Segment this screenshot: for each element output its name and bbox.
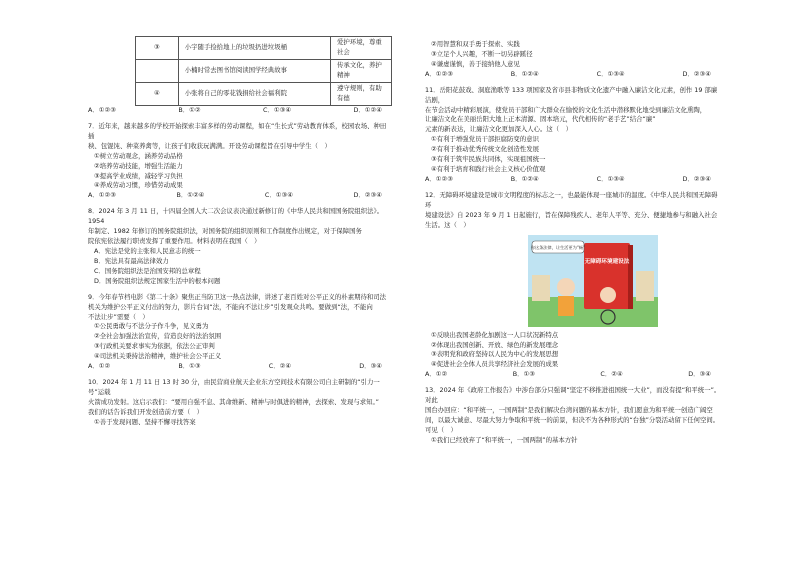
answer-option[interactable]: D．①②④ [353,106,382,114]
question-stem [425,86,721,136]
answer-options-row [425,370,721,380]
answer-options-row [88,362,392,372]
answer-statement: D．国务院组织法规定国家生活中的根本问题 [94,276,221,285]
answer-option[interactable]: A．①②③ [88,106,116,114]
answer-statement: ④谦虚谨慎，善于接纳他人意见 [431,59,520,68]
answer-statement: ①善于发现问题、坚持不懈寻找答案 [94,417,196,426]
table-row [136,37,392,60]
illustration-barrier-free-law [528,235,658,327]
question-stem [425,386,721,436]
answer-statement: ①反映出我国老龄化加剧这一人口状况新特点 [431,330,559,339]
question-stem [88,378,392,418]
activity-table [135,36,392,106]
question-line: 13．2024 年《政府工作报告》中涉台部分只强调“坚定不移推进祖国统一大业”，而没有提“和平统一”。对此 [425,386,721,405]
question-line: 院依宪依法履行职责发挥了重要作用。材料表明在我国（ ） [88,237,261,246]
answer-statement: B．宪法具有最高法律效力 [94,256,169,265]
answer-option[interactable]: D．②③④ [682,174,711,183]
question-line: 国台办回应：“和平统一，一国两制”是我们解决台湾问题的基本方针，我们愿意为和平统一创造广阔空 [425,406,713,415]
right-questions [425,40,721,446]
answer-statement: ②有利于推动优秀传统文化创造性发展 [431,145,539,154]
table-row [136,60,392,83]
question-line: 元素的新表达，让廉洁文化更加深入人心。这（ ） [425,125,572,134]
question-line: 间，以最大诚意、尽最大努力争取和平统一的前景，但决不为各种形式的“台独”分裂活动留下任何空间。可见（ ） [425,415,720,434]
answer-statement: ①有利于增强党员干部拒腐防变的意识 [431,135,539,144]
answer-statement: ③有利于筑牢民族共同体，实现祖国统一 [431,155,546,164]
answer-option[interactable]: B．①③ [512,370,535,379]
question-line: 境建设法》自 2023 年 9 月 1 日起施行，旨在保障残疾人、老年人平等、充分、便捷地参与和融入社会 [425,210,718,219]
answer-options-row [425,70,721,80]
answer-statement: ④司法机关秉持法治精神，维护社会公平正义 [94,352,222,361]
table-cell-num: ④ [136,83,179,106]
answer-statement: ④促进社会全体人员共享经济社会发展的成果 [431,360,559,369]
answer-option[interactable]: A．①② [425,370,448,379]
answer-option[interactable]: B．①②④ [176,191,205,200]
answer-statement: ①公民勇敢与不法分子作斗争，见义勇为 [94,322,209,331]
left-column [88,0,392,428]
question-line: 7．近年来，越来越多的学校开始探索丰富多样的劳动课程，如在“生长式”劳动教育体系，校园农场、种田插 [88,121,387,140]
table-cell-desc: 小楠时常去图书馆阅读国学经典故事 [178,60,330,83]
book-title-text: 无障碍环境建设法 [584,258,630,265]
answer-statement: ③表明党和政府坚持以人民为中心的发展思想 [431,350,559,359]
question-line: 年制定、1982 年修订的国务院组织法，对国务院的组织原则和工作制度作出规定，对于保障国务 [88,227,362,236]
answer-statement: ②体现出我国创新、开放、绿色的新发展理念 [431,340,559,349]
answer-statement: ②培养劳动技能，增强生活能力 [94,161,183,170]
question-line: 让廉洁文化在美丽岳阳大地上正本清源、固本培元，代代相传的“老手艺”结合“廉” [425,115,656,124]
answer-option[interactable]: D．②③④ [682,69,711,78]
answer-option[interactable]: D．②③④ [353,191,382,200]
answer-option[interactable]: B．①②④ [510,174,539,183]
question-line: 9．今年春节档电影《第二十条》聚焦正当防卫这一热点法律，讲述了老百姓对公平正义的朴素期待和司法 [88,292,387,301]
question-line: 不法让步”需要（ ） [88,312,149,321]
answer-option[interactable]: B．①② [178,106,201,114]
question-stem [88,122,392,152]
answer-option[interactable]: A．①② [88,362,111,371]
question-stem [425,191,721,231]
table-cell-result: 传承文化，养护精神 [331,60,392,83]
table-cell-result: 遵守规则，有助有德 [331,83,392,106]
question-line: 8．2024 年 3 月 11 日，十四届全国人大二次会议表决通过新修订的《中华人民共和国国务院组织法》。1954 [88,207,384,226]
question-stem [88,293,392,323]
answer-option[interactable]: D．③④ [359,362,382,371]
answer-options-row [425,175,721,185]
answer-statement: ①树立劳动观念，涵养劳动品格 [94,151,183,160]
answer-option[interactable]: C．①③④ [264,191,293,200]
answer-statement: ③行政机关要求事实为依据，依法公正审判 [94,342,215,351]
answer-statement: ③立足个人兴趣，不断一切另辟蹊径 [431,49,533,58]
answer-statement: ③提高学业成绩，减轻学习负担 [94,171,183,180]
question-line: 火箭成功发射。这启示我们：“要用自强不息、其命维新、精神与时俱进的精神，去探索、发现与求知。” [88,397,379,406]
left-questions [88,106,392,428]
answer-statement: ④有利于培育和践行社会主义核心价值观 [431,165,546,174]
question-line: 秧、包馄饨、种菜养禽等，让孩子们收获玩满满。开设劳动课程旨在引导中学生（ ） [88,141,331,150]
answer-statement: ②全社会加强法治宣传，营造良好的法治氛围 [94,332,222,341]
table-cell-num: ③ [136,37,179,60]
answer-statement: ①我们已经放弃了“和平统一，一国两制”的基本方针 [431,435,578,444]
answer-option[interactable]: A．①②③ [88,191,116,200]
table-row [136,83,392,106]
question-line: 生活。这（ ） [425,220,470,229]
table-cell-desc: 小张将自己的零花钱捐给社会福利院 [178,83,330,106]
answer-option[interactable]: A．①②③ [425,69,453,78]
question-line: 我们的话告诉我们开发创造前方要（ ） [88,407,204,416]
question-line: 在节会活动中精彩展演，使党员干部和广大群众在愉悦的文化生活中潜移默化地受到廉洁文化熏陶， [425,105,707,114]
right-column [425,40,721,446]
answer-statement: C．国务院组织法是治国安邦的总章程 [94,266,201,275]
table-cell-desc: 小宇随手捡拾地上的垃圾扔进垃圾桶 [178,37,330,60]
answer-option[interactable]: C．①③④ [263,106,292,114]
answer-option[interactable]: B．①③ [178,362,201,371]
answer-option[interactable]: B．①②④ [510,69,539,78]
answer-option[interactable]: C．②④ [268,362,292,371]
answer-option[interactable]: C．②④ [600,370,623,379]
question-line: 机关为维护公平正义付出的努力，影片台词“法，不能向不法让步”引发观众共鸣。要做到“法，不能向 [88,302,373,311]
answer-option[interactable]: C．①③④ [596,69,625,78]
answer-statement: ④养成劳动习惯，珍惜劳动成果 [94,181,183,190]
answer-statement: ②用智慧和双手勇于探索、实践 [431,40,520,48]
answer-option[interactable]: A．①②③ [425,174,453,183]
answer-options-row [88,191,392,201]
question-stem [88,207,392,247]
question-line: 10．2024 年 1 月 11 日 13 时 30 分，由民营商业航天企业东方空间技术有限公司自主研制的“引力一号”运载 [88,378,380,396]
table-cell-num [136,60,179,83]
question-line: 12．无障碍环境建设是城市文明程度的标志之一，也最能体现一座城市的温度。《中华人民共和国无障碍环 [425,190,718,209]
answer-statement: A．宪法是党的主张和人民意志的统一 [94,246,201,255]
table-cell-result: 爱护环境，尊重社会 [331,37,392,60]
answer-option[interactable]: C．①③④ [596,174,625,183]
question-line: 11．岳阳花鼓戏、洞庭渔歌等 133 项国家及省市县非物质文化遗产中融入廉洁文化元素，创作 19 部廉洁剧， [425,85,718,104]
answer-option[interactable]: D．③④ [688,370,711,379]
answer-options-row [88,106,392,116]
speech-bubble-text: 你这条法律，让生活更为“畅” [530,244,586,250]
